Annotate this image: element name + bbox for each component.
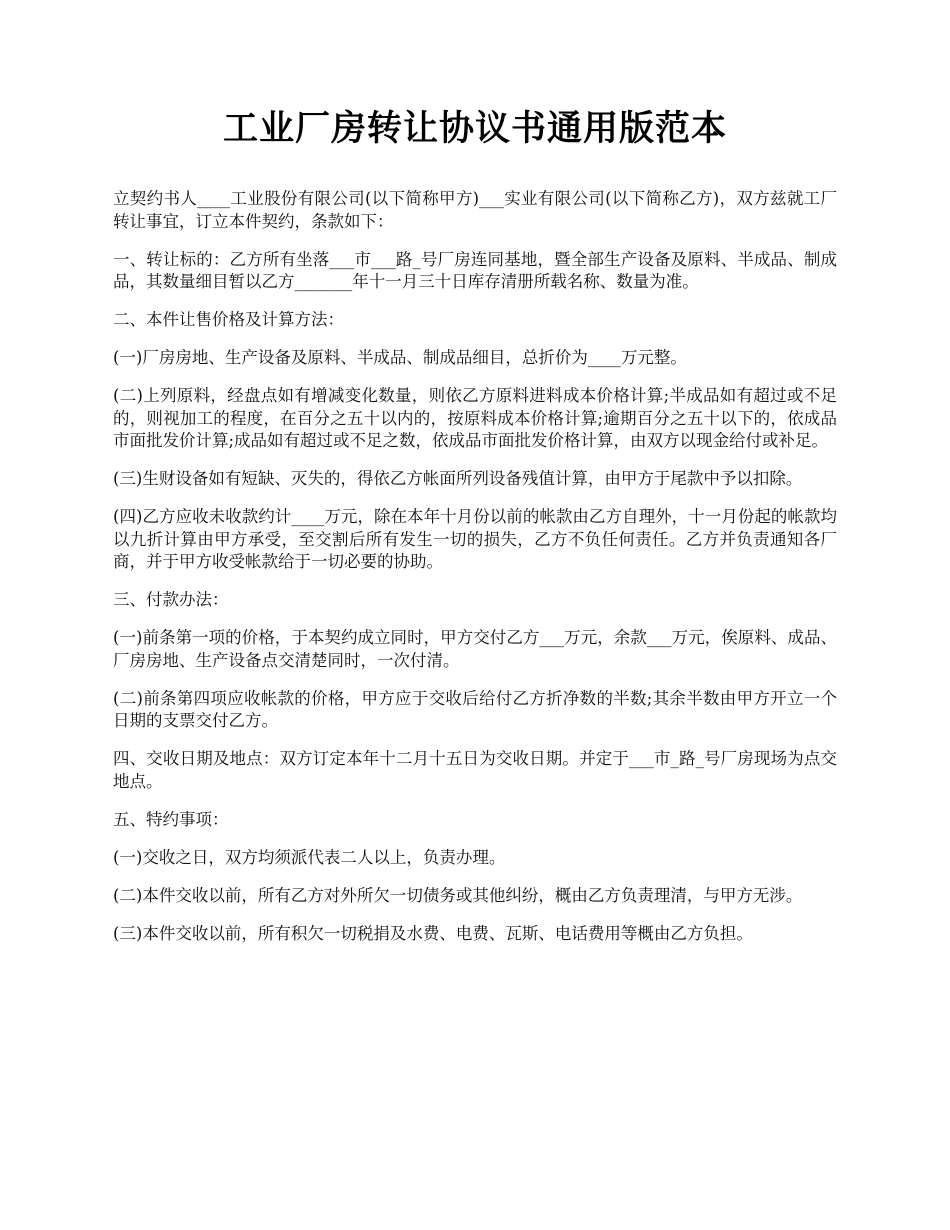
document-title: 工业厂房转让协议书通用版范本 [222, 108, 727, 149]
paragraph-special-item-3: (三)本件交收以前，所有积欠一切税捐及水费、电费、瓦斯、电话费用等概由乙方负担。 [113, 923, 753, 943]
paragraph-payment-heading: 三、付款办法： [113, 590, 229, 609]
paragraph-price-item-2: (二)上列原料，经盘点如有增减变化数量，则依乙方原料进料成本价格计算;半成品如有超过或不足的，则视加工的程度，在百分之五十以内的，按原料成本价格计算;逾期百分之五十以下的，依成品市面批发价计算;成品如有超过或不足之数，依成品市面批发价格计算，由双方以现金给付或补足。 [113, 386, 837, 450]
paragraph-transfer-subject: 一、转让标的：乙方所有坐落___市___路_号厂房连同基地，暨全部生产设备及原料、半成品、制成品，其数量细目暂以乙方_______年十一月三十日库存清册所载名称、数量为准。 [113, 249, 837, 291]
paragraph-payment-item-1: (一)前条第一项的价格，于本契约成立同时，甲方交付乙方___万元，余款___万元，俟原料、成品、厂房房地、生产设备点交清楚同时，一次付清。 [113, 628, 837, 670]
document-body [113, 188, 837, 945]
paragraph-handover-date: 四、交收日期及地点：双方订定本年十二月十五日为交收日期。并定于___市_路_号厂房现场为点交地点。 [113, 749, 837, 791]
paragraph-price-item-1: (一)厂房房地、生产设备及原料、半成品、制成品细目，总折价为____万元整。 [113, 348, 687, 367]
paragraph-price-item-3: (三)生财设备如有短缺、灭失的，得依乙方帐面所列设备残值计算，由甲方于尾款中予以扣除。 [113, 469, 803, 488]
paragraph-price-heading: 二、本件让售价格及计算方法： [113, 310, 344, 329]
paragraph-price-item-4: (四)乙方应收未收款约计____万元，除在本年十月份以前的帐款由乙方自理外，十一月份起的帐款均以九折计算由甲方承受，至交割后所有发生一切的损失，乙方不负任何责任。乙方并负责通知各厂商，并于甲方收受帐款给于一切必要的协助。 [113, 507, 837, 571]
paragraph-special-item-1: (一)交收之日，双方均须派代表二人以上，负责办理。 [113, 847, 506, 867]
paragraph-preamble: 立契约书人____工业股份有限公司(以下简称甲方)___实业有限公司(以下简称乙方)，双方兹就工厂转让事宜，订立本件契约，条款如下： [113, 189, 837, 231]
document-page [113, 108, 837, 961]
paragraph-special-item-2: (二)本件交收以前，所有乙方对外所欠一切债务或其他纠纷，概由乙方负责理清，与甲方无涉。 [113, 885, 803, 905]
paragraph-special-heading: 五、特约事项： [113, 809, 229, 829]
paragraph-payment-item-2: (二)前条第四项应收帐款的价格，甲方应于交收后给付乙方折净数的半数;其余半数由甲方开立一个日期的支票交付乙方。 [113, 688, 837, 730]
